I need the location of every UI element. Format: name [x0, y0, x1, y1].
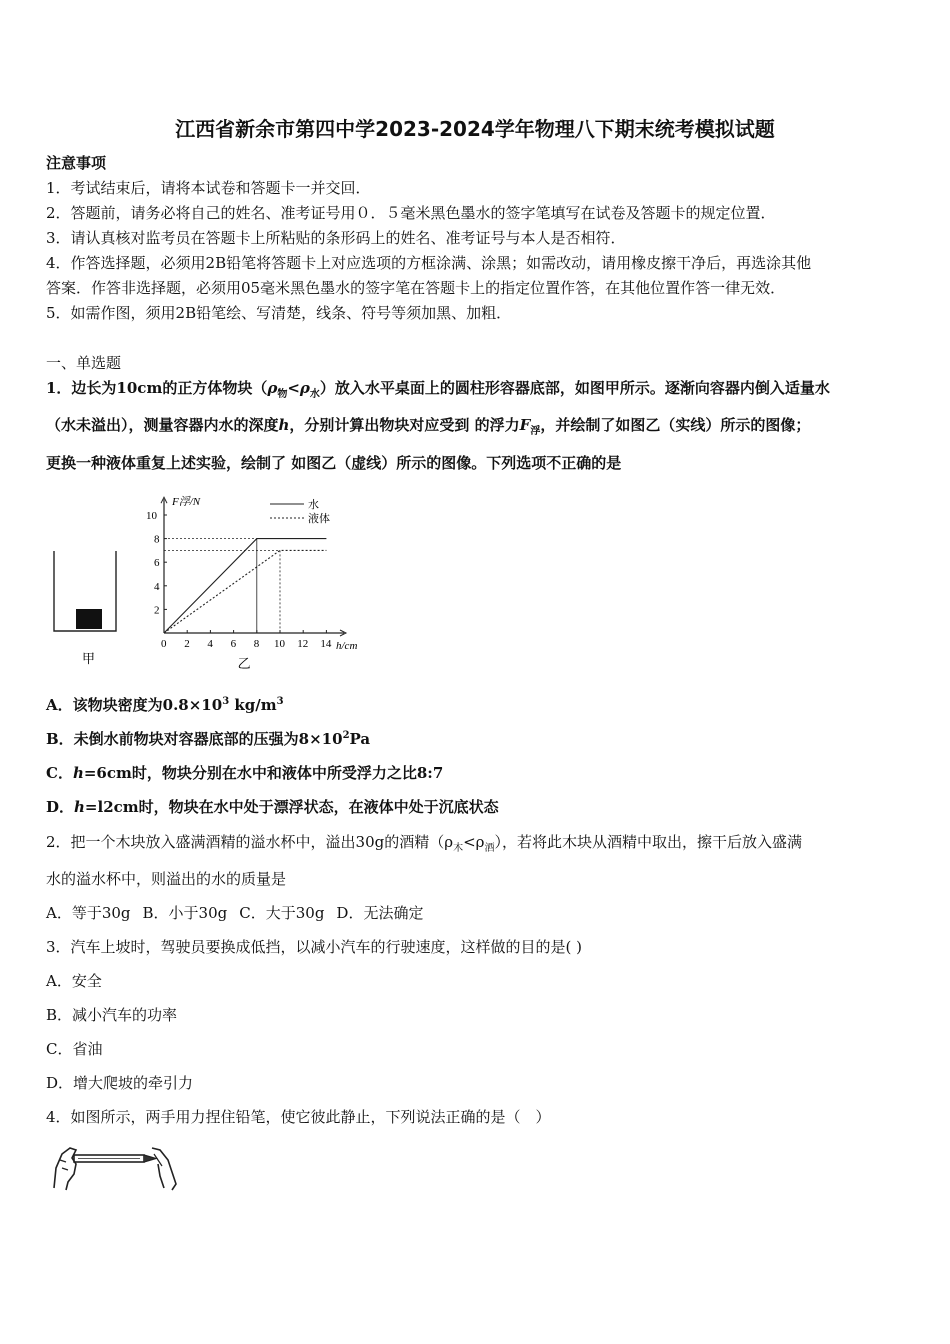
q2-stem-line1: 2．把一个木块放入盛满酒精的溢水杯中，溢出30g的酒精$(\rho_木<\rho_酒)$，若将此木块从酒精中取出，擦干后放入盛满	[46, 833, 802, 854]
q1-option-c: C．h=6cm时，物块分别在水中和液体中所受浮力之比8:7	[46, 764, 444, 782]
section-heading: 一、单选题	[46, 354, 122, 372]
q1-option-d: D．h=l2cm时，物块在水中处于漂浮状态，在液体中处于沉底状态	[46, 798, 499, 816]
x-tick-label: 14	[320, 638, 332, 650]
x-tick-label: 0	[161, 638, 167, 650]
y-axis-label: F浮/N	[172, 496, 201, 509]
x-tick-label: 2	[184, 638, 190, 650]
x-tick-label: 4	[207, 638, 213, 650]
figure-yi-chart	[140, 490, 390, 680]
q2-option-b: B．小于30g	[142, 904, 228, 922]
q2-stem-line2: 水的溢水杯中，则溢出的水的质量是	[46, 870, 287, 888]
q1-stem-line1: 1．边长为10cm的正方体物块$(\rho_物<\rho_水)$放入水平桌面上的圆柱形容器底部，如图甲所示。逐渐向容器内倒入适量水	[46, 379, 830, 400]
q2-option-a: A．等于30g	[46, 904, 131, 922]
x-axis-label: h/cm	[336, 640, 358, 652]
page-title: 江西省新余市第四中学2023-2024学年物理八下期末统考模拟试题	[175, 117, 775, 141]
q3-option-d: D．增大爬坡的牵引力	[46, 1074, 194, 1092]
notice-heading: 注意事项	[46, 154, 107, 172]
block	[76, 609, 102, 629]
series-line-water	[164, 539, 326, 633]
q1-stem-line2: （水未溢出），测量容器内水的深度h，分别计算出物块对应受到 的浮力$F_浮$，并绘制了如图乙（实线）所示的图像；	[46, 416, 811, 437]
y-tick-label: 8	[154, 533, 160, 546]
q2-options	[46, 902, 423, 923]
q3-option-a: A．安全	[46, 972, 102, 990]
y-tick-label: 2	[154, 604, 160, 617]
fig-jia-label: 甲	[82, 651, 96, 666]
y-tick-label: 6	[154, 557, 160, 570]
q1-option-b: B．未倒水前物块对容器底部的压强为$8\times 10^2Pa$	[46, 730, 371, 748]
figure-jia	[48, 545, 128, 675]
y-tick-label: 10	[146, 510, 157, 522]
q1-stem-line3: 更换一种液体重复上述实验，绘制了 如图乙（虚线）所示的图像。下列选项不正确的是	[46, 454, 622, 472]
q4-stem: 4．如图所示，两手用力捏住铅笔，使它彼此静止，下列说法正确的是（ ）	[46, 1108, 551, 1126]
pencil-hands-figure	[48, 1140, 183, 1195]
series-line-liquid	[164, 550, 326, 633]
notice-item: 4．作答选择题，必须用2B铅笔将答题卡上对应选项的方框涂满、涂黑；如需改动，请用橡皮擦干净后，再选涂其他	[46, 254, 812, 272]
q3-option-c: C．省油	[46, 1040, 103, 1058]
notice-item: 3．请认真核对监考员在答题卡上所粘贴的条形码上的姓名、准考证号与本人是否相符．	[46, 229, 626, 247]
q2-option-c: C．大于30g	[239, 904, 325, 922]
notice-item: 答案．作答非选择题，必须用05毫米黑色墨水的签字笔在答题卡上的指定位置作答，在其他位置作答一律无效．	[46, 279, 786, 297]
x-tick-label: 10	[274, 638, 285, 650]
x-tick-label: 8	[253, 638, 260, 650]
q2-option-d: D．无法确定	[336, 904, 424, 922]
right-hand	[152, 1148, 176, 1190]
y-tick-label: 4	[154, 580, 160, 593]
q3-stem: 3．汽车上坡时，驾驶员要换成低挡，以减小汽车的行驶速度，这样做的目的是( )	[46, 938, 583, 956]
legend-label: 水	[308, 499, 319, 511]
q1-option-a: A．该物块密度为$0.8\times 10^3$ $kg/m^3$	[46, 696, 284, 714]
fig-yi-label: 乙	[237, 656, 251, 671]
x-tick-label: 6	[230, 638, 237, 650]
x-tick-label: 12	[297, 638, 309, 650]
q3-option-b: B．减小汽车的功率	[46, 1006, 178, 1024]
notice-item: 1．考试结束后，请将本试卷和答题卡一并交回．	[46, 179, 371, 197]
legend-label: 液体	[308, 513, 330, 525]
notice-item: 5．如需作图，须用2B铅笔绘、写清楚，线条、符号等须加黑、加粗．	[46, 304, 512, 322]
notice-item: 2．答题前，请务必将自己的姓名、准考证号用０．５毫米黑色墨水的签字笔填写在试卷及答题卡的规定位置．	[46, 204, 776, 222]
